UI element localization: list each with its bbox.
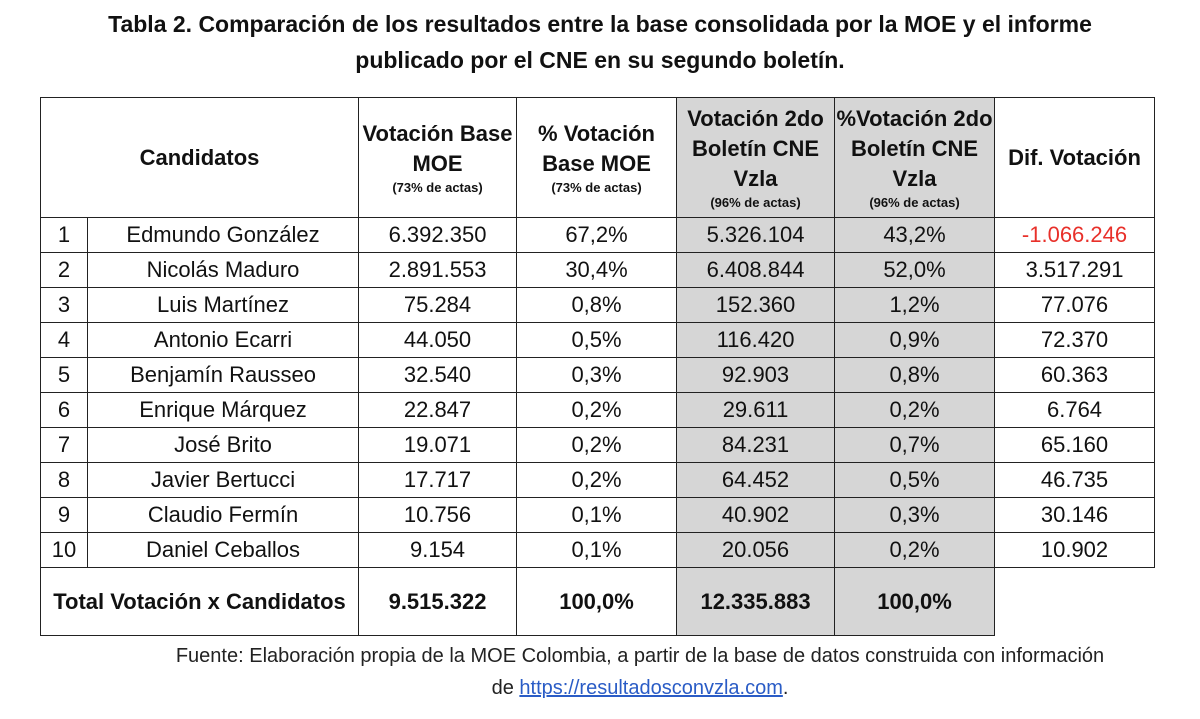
table-row	[41, 288, 1155, 323]
moe-votes-cell: 17.717	[359, 463, 517, 498]
total-moe-pct: 100,0%	[517, 568, 677, 636]
diff-cell: 72.370	[995, 323, 1155, 358]
cne-votes-cell: 5.326.104	[677, 218, 835, 253]
table-row	[41, 463, 1155, 498]
moe-pct-cell: 0,1%	[517, 533, 677, 568]
table-row	[41, 358, 1155, 393]
moe-votes-cell: 2.891.553	[359, 253, 517, 288]
header-moe-votes: Votación Base MOE (73% de actas)	[359, 98, 517, 218]
table-row	[41, 393, 1155, 428]
cne-pct-cell: 0,3%	[835, 498, 995, 533]
total-moe-votes: 9.515.322	[359, 568, 517, 636]
row-number: 5	[41, 358, 88, 393]
candidate-name: Luis Martínez	[88, 288, 359, 323]
moe-votes-cell: 10.756	[359, 498, 517, 533]
total-cne-votes: 12.335.883	[677, 568, 835, 636]
diff-cell: 30.146	[995, 498, 1155, 533]
source-prefix: de	[491, 677, 520, 699]
table-title	[0, 6, 1200, 78]
table-row	[41, 218, 1155, 253]
total-cne-pct: 100,0%	[835, 568, 995, 636]
diff-cell: 46.735	[995, 463, 1155, 498]
title-line-2: publicado por el CNE en su segundo boletín.	[355, 47, 845, 73]
diff-cell: 65.160	[995, 428, 1155, 463]
header-row	[41, 98, 1155, 218]
cne-pct-cell: 0,2%	[835, 393, 995, 428]
row-number: 6	[41, 393, 88, 428]
row-number: 4	[41, 323, 88, 358]
cne-votes-cell: 92.903	[677, 358, 835, 393]
header-candidates: Candidatos	[41, 98, 359, 218]
row-number: 7	[41, 428, 88, 463]
cne-pct-cell: 0,5%	[835, 463, 995, 498]
cne-votes-cell: 29.611	[677, 393, 835, 428]
moe-votes-cell: 75.284	[359, 288, 517, 323]
total-row	[41, 568, 1155, 636]
candidate-name: Claudio Fermín	[88, 498, 359, 533]
table-row	[41, 498, 1155, 533]
header-moe-pct: % Votación Base MOE (73% de actas)	[517, 98, 677, 218]
cne-pct-cell: 52,0%	[835, 253, 995, 288]
cne-pct-cell: 43,2%	[835, 218, 995, 253]
cne-votes-cell: 6.408.844	[677, 253, 835, 288]
table-body	[41, 218, 1155, 568]
table-row	[41, 323, 1155, 358]
cne-pct-cell: 0,8%	[835, 358, 995, 393]
source-link[interactable]: https://resultadosconvzla.com	[519, 677, 783, 699]
row-number: 3	[41, 288, 88, 323]
total-diff-empty	[995, 568, 1155, 636]
header-moe-votes-sub: (73% de actas)	[392, 179, 483, 195]
moe-pct-cell: 0,2%	[517, 428, 677, 463]
moe-votes-cell: 22.847	[359, 393, 517, 428]
moe-pct-cell: 0,1%	[517, 498, 677, 533]
table-row	[41, 253, 1155, 288]
candidate-name: José Brito	[88, 428, 359, 463]
candidate-name: Nicolás Maduro	[88, 253, 359, 288]
header-moe-pct-sub: (73% de actas)	[551, 179, 642, 195]
moe-pct-cell: 0,2%	[517, 393, 677, 428]
header-cne-votes-sub: (96% de actas)	[710, 194, 801, 210]
header-diff: Dif. Votación	[995, 98, 1155, 218]
source-suffix: .	[782, 677, 789, 699]
candidate-name: Daniel Ceballos	[88, 533, 359, 568]
cne-votes-cell: 84.231	[677, 428, 835, 463]
source-note	[100, 640, 1180, 704]
source-line-1: Fuente: Elaboración propia de la MOE Colombia, a partir de la base de datos construida con información	[175, 645, 1105, 667]
source-line-2	[100, 672, 1180, 704]
moe-votes-cell: 44.050	[359, 323, 517, 358]
row-number: 8	[41, 463, 88, 498]
diff-cell: 3.517.291	[995, 253, 1155, 288]
table-row	[41, 428, 1155, 463]
cne-votes-cell: 64.452	[677, 463, 835, 498]
diff-cell: -1.066.246	[995, 218, 1155, 253]
cne-pct-cell: 0,2%	[835, 533, 995, 568]
cne-votes-cell: 20.056	[677, 533, 835, 568]
cne-pct-cell: 0,7%	[835, 428, 995, 463]
cne-votes-cell: 116.420	[677, 323, 835, 358]
candidate-name: Antonio Ecarri	[88, 323, 359, 358]
cne-pct-cell: 1,2%	[835, 288, 995, 323]
moe-pct-cell: 0,8%	[517, 288, 677, 323]
cne-pct-cell: 0,9%	[835, 323, 995, 358]
row-number: 1	[41, 218, 88, 253]
header-cne-votes: Votación 2do Boletín CNE Vzla (96% de actas)	[677, 98, 835, 218]
moe-pct-cell: 0,5%	[517, 323, 677, 358]
diff-cell: 6.764	[995, 393, 1155, 428]
candidate-name: Edmundo González	[88, 218, 359, 253]
cne-votes-cell: 152.360	[677, 288, 835, 323]
diff-cell: 10.902	[995, 533, 1155, 568]
title-line-1: Tabla 2. Comparación de los resultados entre la base consolidada por la MOE y el informe	[108, 11, 1092, 37]
candidate-name: Benjamín Rausseo	[88, 358, 359, 393]
candidate-name: Enrique Márquez	[88, 393, 359, 428]
total-label: Total Votación x Candidatos	[41, 568, 359, 636]
moe-votes-cell: 9.154	[359, 533, 517, 568]
diff-cell: 77.076	[995, 288, 1155, 323]
moe-votes-cell: 19.071	[359, 428, 517, 463]
table-row	[41, 533, 1155, 568]
diff-cell: 60.363	[995, 358, 1155, 393]
header-cne-pct: %Votación 2do Boletín CNE Vzla (96% de actas)	[835, 98, 995, 218]
row-number: 9	[41, 498, 88, 533]
moe-pct-cell: 67,2%	[517, 218, 677, 253]
moe-votes-cell: 32.540	[359, 358, 517, 393]
row-number: 10	[41, 533, 88, 568]
candidate-name: Javier Bertucci	[88, 463, 359, 498]
results-table	[40, 97, 1155, 636]
header-cne-pct-sub: (96% de actas)	[869, 194, 960, 210]
moe-votes-cell: 6.392.350	[359, 218, 517, 253]
moe-pct-cell: 0,3%	[517, 358, 677, 393]
row-number: 2	[41, 253, 88, 288]
moe-pct-cell: 30,4%	[517, 253, 677, 288]
moe-pct-cell: 0,2%	[517, 463, 677, 498]
cne-votes-cell: 40.902	[677, 498, 835, 533]
